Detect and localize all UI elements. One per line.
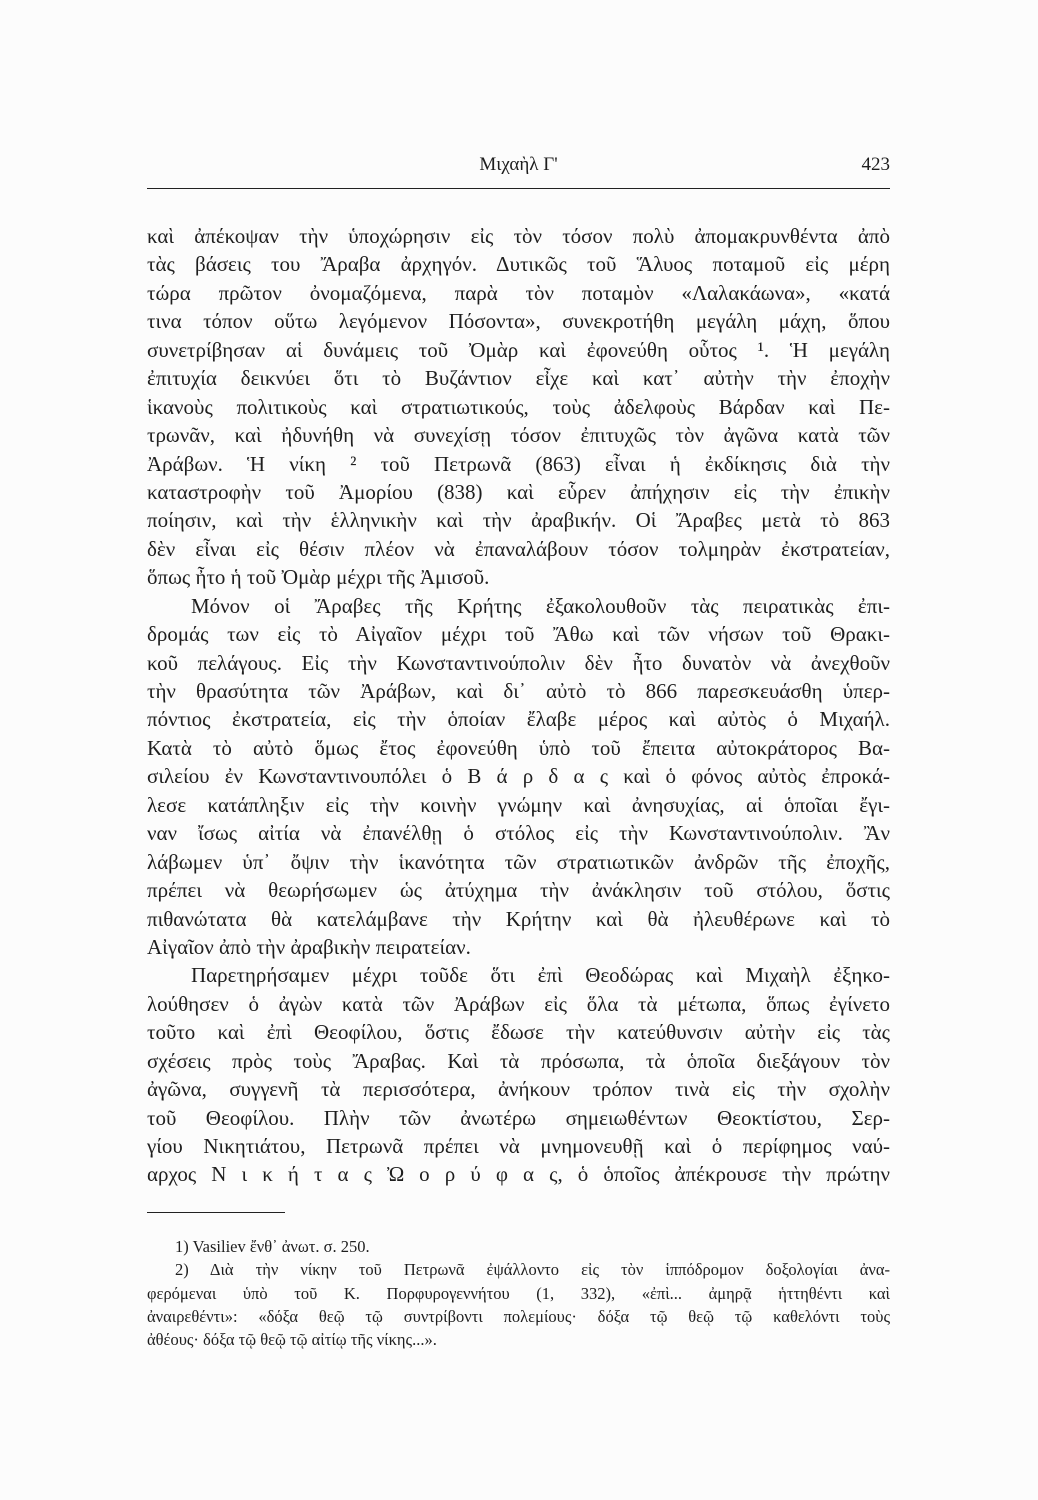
page-header [147, 154, 890, 182]
text-line: τώρα πρῶτον ὀνομαζόμενα, παρὰ τὸν ποταμὸν «Λαλακάωνα», «κατά [147, 280, 890, 305]
text-line: λάβωμεν ὑπ᾽ ὄψιν τὴν ἱκανότητα τῶν στρατιωτικῶν ἀνδρῶν τῆς ἐποχῆς, [147, 849, 890, 874]
text-line: ποίησιν, καὶ τὴν ἑλληνικὴν καὶ τὴν ἀραβικήν. Οἱ Ἄραβες μετὰ τὸ 863 [147, 508, 890, 533]
header-rule [147, 188, 890, 189]
text-line: λεσε κατάπληξιν εἰς τὴν κοινὴν γνώμην καὶ ἀνησυχίας, αἱ ὁποῖαι ἔγι- [147, 792, 890, 817]
text-line: γίου Νικητιάτου, Πετρωνᾶ πρέπει νὰ μνημονευθῇ καὶ ὁ περίφημος ναύ- [147, 1134, 890, 1158]
footnote-line: φερόμεναι ὑπὸ τοῦ Κ. Πορφυρογεννήτου (1, 332), «ἐπὶ... ἀμηρᾷ ἡττηθέντι καὶ [147, 1283, 890, 1303]
text-line: πρέπει νὰ θεωρήσωμεν ὡς ἀτύχημα τὴν ἀνάκλησιν τοῦ στόλου, ὅστις [147, 878, 890, 903]
text-line: τοῦτο καὶ ἐπὶ Θεοφίλου, ὅστις ἔδωσε τὴν κατεύθυνσιν αὐτὴν εἰς τὰς [147, 1020, 890, 1045]
text-line: τὴν θρασύτητα τῶν Ἀράβων, καὶ δι᾽ αὐτὸ τὸ 866 παρεσκευάσθη ὑπερ- [147, 679, 890, 703]
footnotes [147, 1235, 890, 1351]
text-line: τρωνᾶν, καὶ ἠδυνήθη νὰ συνεχίσῃ τόσον ἐπιτυχῶς τὸν ἀγῶνα κατὰ τῶν [147, 423, 890, 448]
text-line: λούθησεν ὁ ἀγὼν κατὰ τῶν Ἀράβων εἰς ὅλα τὰ μέτωπα, ὅπως ἐγίνετο [147, 991, 890, 1016]
text-line: τὰς βάσεις του Ἄραβα ἀρχηγόν. Δυτικῶς τοῦ Ἅλυος ποταμοῦ εἰς μέρη [147, 252, 890, 277]
page-number: 423 [861, 154, 890, 175]
text-line: κοῦ πελάγους. Εἰς τὴν Κωνσταντινούπολιν δὲν ἦτο δυνατὸν νὰ ἀνεχθοῦν [147, 650, 890, 675]
footnote-line: ἀναιρεθέντι»: «δόξα θεῷ τῷ συντρίβοντι πολεμίους· δόξα τῷ θεῷ τῷ καθελόντι τοὺς [147, 1306, 890, 1326]
text-line: σχέσεις πρὸς τοὺς Ἄραβας. Καὶ τὰ πρόσωπα, τὰ ὁποῖα διεξάγουν τὸν [147, 1048, 890, 1073]
text-line: δρομάς των εἰς τὸ Αἰγαῖον μέχρι τοῦ Ἄθω καὶ τῶν νήσων τοῦ Θρακι- [147, 622, 890, 647]
body-text [147, 222, 890, 1189]
text-line: καὶ ἀπέκοψαν τὴν ὑποχώρησιν εἰς τὸν τόσον πολὺ ἀπομακρυνθέντα ἀπὸ [147, 224, 890, 248]
text-line: Μόνον οἱ Ἄραβες τῆς Κρήτης ἐξακολουθοῦν τὰς πειρατικὰς ἐπι- [191, 593, 890, 618]
text-line: πόντιος ἐκστρατεία, εἰς τὴν ὁποίαν ἔλαβε μέρος καὶ αὐτὸς ὁ Μιχαήλ. [147, 707, 890, 732]
text-line: δὲν εἶναι εἰς θέσιν πλέον νὰ ἐπαναλάβουν τόσον τολμηρὰν ἐκστρατείαν, [147, 536, 890, 561]
text-line: ὅπως ἦτο ἡ τοῦ Ὀμὰρ μέχρι τῆς Ἀμισοῦ. [147, 565, 490, 590]
text-line: σιλείου ἐν Κωνσταντινουπόλει ὁ Β ά ρ δ α ς καὶ ὁ φόνος αὐτὸς ἐπροκά- [147, 764, 890, 789]
text-line: Παρετηρήσαμεν μέχρι τοῦδε ὅτι ἐπὶ Θεοδώρας καὶ Μιχαὴλ ἐξηκο- [191, 963, 890, 988]
footnote-line: 1) Vasiliev ἔνθ᾽ ἀνωτ. σ. 250. [175, 1237, 370, 1256]
text-line: καταστροφὴν τοῦ Ἀμορίου (838) καὶ εὗρεν ἀπήχησιν εἰς τὴν ἐπικὴν [147, 479, 890, 504]
footnote-rule [147, 1212, 285, 1213]
text-line: αρχος Ν ι κ ή τ α ς Ὠ ο ρ ύ φ α ς, ὁ ὁποῖος ἀπέκρουσε τὴν πρώτην [147, 1162, 890, 1187]
footnote-line: 2) Διὰ τὴν νίκην τοῦ Πετρωνᾶ ἐψάλλοντο εἰς τὸν ἱππόδρομον δοξολογίαι ἀνα- [175, 1260, 890, 1280]
text-line: συνετρίβησαν αἱ δυνάμεις τοῦ Ὀμὰρ καὶ ἐφονεύθη οὗτος ¹. Ἡ μεγάλη [147, 337, 890, 362]
text-line: ἱκανοὺς πολιτικοὺς καὶ στρατιωτικούς, τοὺς ἀδελφοὺς Βάρδαν καὶ Πε- [147, 394, 890, 419]
running-title: Μιχαὴλ Γ' [479, 154, 558, 175]
footnote-line: ἀθέους· δόξα τῷ θεῷ τῷ αἰτίῳ τῆς νίκης...». [147, 1330, 437, 1350]
text-line: Κατὰ τὸ αὐτὸ ὅμως ἔτος ἐφονεύθη ὑπὸ τοῦ ἔπειτα αὐτοκράτορος Βα- [147, 735, 890, 760]
text-line: τινα τόπον οὕτω λεγόμενον Πόσοντα», συνεκροτήθη μεγάλη μάχη, ὅπου [147, 309, 890, 334]
text-line: τοῦ Θεοφίλου. Πλὴν τῶν ἀνωτέρω σημειωθέντων Θεοκτίστου, Σερ- [147, 1105, 890, 1130]
text-line: Αἰγαῖον ἀπὸ τὴν ἀραβικὴν πειρατείαν. [147, 934, 471, 959]
text-line: Ἀράβων. Ἡ νίκη ² τοῦ Πετρωνᾶ (863) εἶναι ἡ ἐκδίκησις διὰ τὴν [147, 451, 890, 476]
text-line: ναν ἴσως αἰτία νὰ ἐπανέλθῃ ὁ στόλος εἰς τὴν Κωνσταντινούπολιν. Ἂν [147, 821, 890, 846]
text-line: ἀγῶνα, συγγενῆ τὰ περισσότερα, ἀνήκουν τρόπον τινὰ εἰς τὴν σχολὴν [147, 1077, 890, 1102]
text-line: πιθανώτατα θὰ κατελάμβανε τὴν Κρήτην καὶ θὰ ἠλευθέρωνε καὶ τὸ [147, 906, 890, 931]
text-line: ἐπιτυχία δεικνύει ὅτι τὸ Βυζάντιον εἶχε καὶ κατ᾽ αὐτὴν τὴν ἐποχὴν [147, 366, 890, 391]
